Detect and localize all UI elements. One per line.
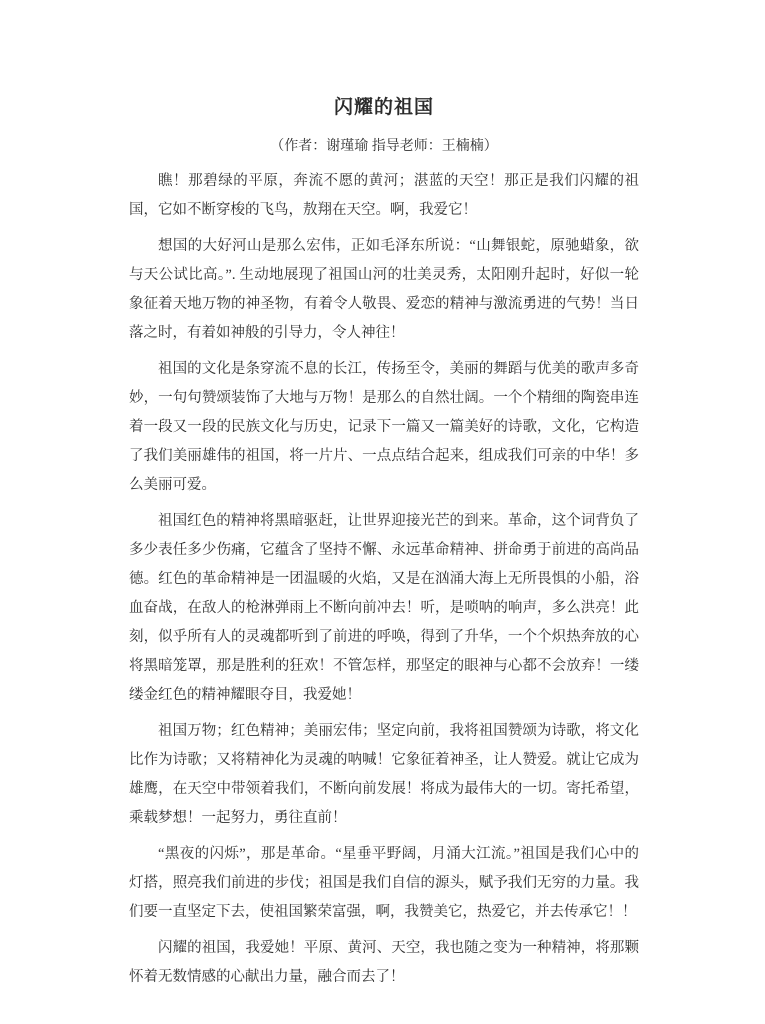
essay-byline: （作者：谢瑾瑜 指导老师：王楠楠） [270,139,498,154]
essay-paragraph: “黑夜的闪烁”，那是革命。“星垂平野阔，月涌大江流。”祖国是我们心中的灯搭，照亮我们前进的步伐；祖国是我们自信的源头，赋予我们无穷的力量。我们要一直坚定下去，使祖国繁荣富强，啊，我赞美它，热爱它，并去传承它！！ [129,846,639,920]
essay-title: 闪耀的祖国 [333,97,434,118]
essay-paragraph: 祖国的文化是条穿流不息的长江，传扬至令，美丽的舞蹈与优美的歌声多奇妙，一句句赞颂装饰了大地与万物！是那么的自然壮阔。一个个精细的陶瓷串连着一段又一段的民族文化与历史，记录下一篇又一篇美好的诗歌，文化，它构造了我们美丽雄伟的祖国，将一片片、一点点结合起来，组成我们可亲的中华！多么美丽可爱。 [129,361,639,493]
essay-paragraph: 祖国万物；红色精神；美丽宏伟；坚定向前，我将祖国赞颂为诗歌，将文化比作为诗歌；又将精神化为灵魂的呐喊！它象征着神圣，让人赞爱。就让它成为雄鹰，在天空中带领着我们，不断向前发展！将成为最伟大的一切。寄托希望，乘载梦想！一起努力，勇往直前！ [129,723,639,826]
essay-content [129,92,639,999]
essay-paragraph: 祖国红色的精神将黑暗驱赶，让世界迎接光芒的到来。革命，这个词背负了多少表任多少伤痛，它蕴含了坚持不懈、永远革命精神、拼命勇于前进的高尚品德。红色的革命精神是一团温暖的火焰，又是在汹涌大海上无所畏惧的小船，浴血奋战，在敌人的枪淋弹雨上不断向前冲去！听，是唢呐的响声，多么洪亮！此刻，似乎所有人的灵魂都听到了前进的呼唤，得到了升华，一个个炽热奔放的心将黑暗笼罩，那是胜利的狂欢！不管怎样，那坚定的眼神与心都不会放弃！一缕缕金红色的精神耀眼夺目，我爱她！ [129,513,639,703]
essay-paragraph: 闪耀的祖国，我爱她！平原、黄河、天空，我也随之变为一种精神，将那颗怀着无数情感的心献出力量，融合而去了！ [129,940,639,985]
essay-paragraph: 想国的大好河山是那么宏伟，正如毛泽东所说：“山舞银蛇，原驰蜡象，欲与天公试比高。”. 生动地展现了祖国山河的壮美灵秀，太阳刚升起时，好似一轮象征着天地万物的神圣物，有着令人敬畏、爱恋的精神与激流勇进的气势！当日落之时，有着如神般的引导力，令人神往！ [129,238,639,341]
essay-paragraph: 瞧！那碧绿的平原，奔流不愿的黄河；湛蓝的天空！那正是我们闪耀的祖国，它如不断穿梭的飞鸟，敖翔在天空。啊，我爱它！ [129,173,639,218]
